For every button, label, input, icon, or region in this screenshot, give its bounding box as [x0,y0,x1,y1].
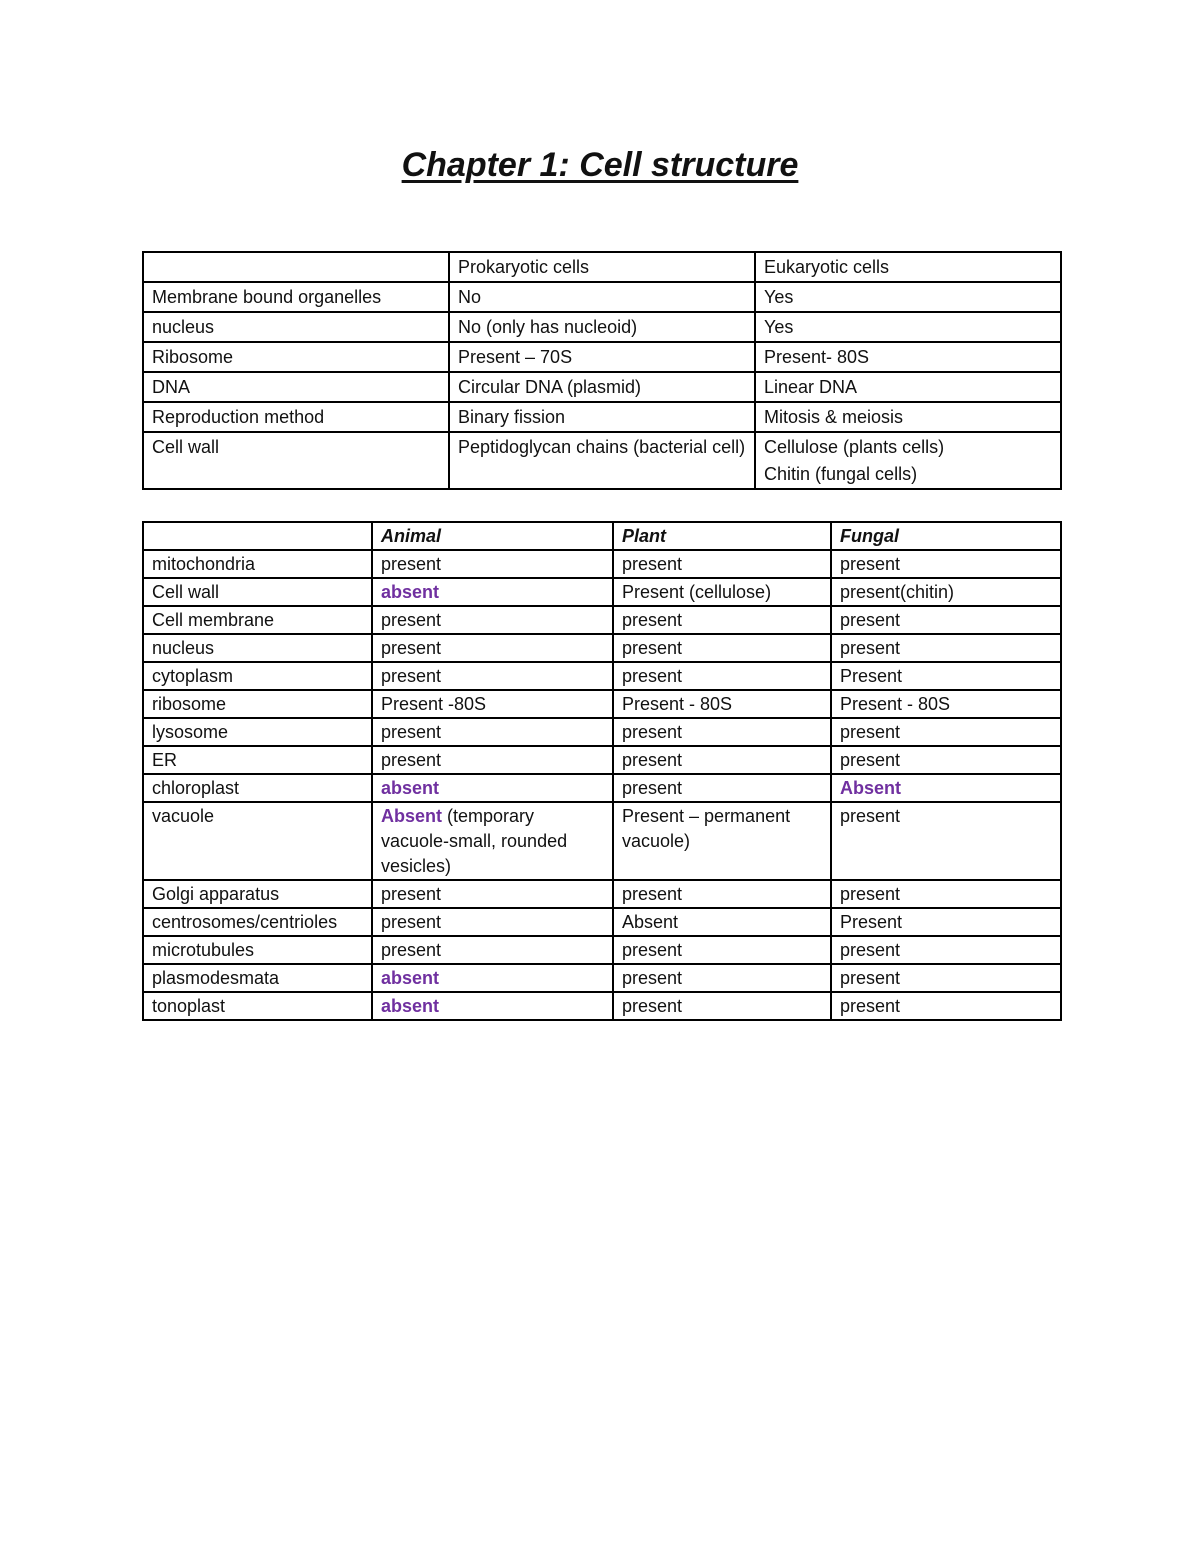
header-cell-empty [143,522,372,550]
table-cell: Present - 80S [831,690,1061,718]
table-cell: present [831,746,1061,774]
table-cell: Present [831,908,1061,936]
header-cell-empty [143,252,449,282]
table-cell: Mitosis & meiosis [755,402,1061,432]
table-row [143,342,1061,372]
header-cell-plant: Plant [613,522,831,550]
table-cell: Yes [755,312,1061,342]
row-label: Cell wall [143,432,449,489]
table-header-row [143,252,1061,282]
row-label: tonoplast [143,992,372,1020]
table-cell: Circular DNA (plasmid) [449,372,755,402]
table-cell: Present -80S [372,690,613,718]
table-row [143,606,1061,634]
table-cell: present [831,550,1061,578]
table-row [143,550,1061,578]
table-cell: Present [831,662,1061,690]
row-label: ER [143,746,372,774]
row-label: Golgi apparatus [143,880,372,908]
prokaryote-eukaryote-table [142,251,1062,490]
table-cell-highlight: absent [372,964,613,992]
row-label: Cell wall [143,578,372,606]
table-row [143,746,1061,774]
table-row [143,936,1061,964]
table-cell: present [613,992,831,1020]
table-cell: present [372,662,613,690]
table-cell: Present- 80S [755,342,1061,372]
table-row [143,718,1061,746]
row-label: lysosome [143,718,372,746]
table-cell: present [613,936,831,964]
row-label: mitochondria [143,550,372,578]
row-label: Reproduction method [143,402,449,432]
table-row [143,282,1061,312]
table-cell: present [372,718,613,746]
row-label: Ribosome [143,342,449,372]
table-row [143,578,1061,606]
cell-note: (temporary vacuole-small, rounded vesicles) [381,806,568,876]
table-cell [755,432,1061,489]
table-row [143,690,1061,718]
table-cell: present(chitin) [831,578,1061,606]
absent-highlight: Absent [381,806,443,826]
table-cell: present [831,880,1061,908]
table-row [143,908,1061,936]
table-row [143,774,1061,802]
header-cell-animal: Animal [372,522,613,550]
table-row [143,432,1061,489]
table-cell: present [831,802,1061,880]
table-cell: present [831,936,1061,964]
table-cell: present [372,746,613,774]
row-label: ribosome [143,690,372,718]
table-cell-highlight: absent [372,578,613,606]
table-cell: Present (cellulose) [613,578,831,606]
table-cell: present [613,550,831,578]
header-cell-eukaryotic: Eukaryotic cells [755,252,1061,282]
table-row [143,372,1061,402]
row-label: cytoplasm [143,662,372,690]
table-cell: present [372,908,613,936]
table-cell: present [372,880,613,908]
table-cell: present [831,992,1061,1020]
table-row [143,880,1061,908]
row-label: microtubules [143,936,372,964]
table-header-row [143,522,1061,550]
table-row [143,662,1061,690]
table-cell: present [372,550,613,578]
table-cell: Peptidoglycan chains (bacterial cell) [449,432,755,489]
cell-line: Cellulose (plants cells) [764,437,945,457]
table-cell: No [449,282,755,312]
table-cell-highlight: absent [372,774,613,802]
table-row [143,634,1061,662]
table-cell-highlight: absent [372,992,613,1020]
table-row [143,992,1061,1020]
row-label: nucleus [143,312,449,342]
table-cell: present [831,718,1061,746]
table-cell: No (only has nucleoid) [449,312,755,342]
table-cell: present [372,634,613,662]
table-cell: Present – permanent vacuole) [613,802,831,880]
table-cell: present [613,606,831,634]
cell-line: Chitin (fungal cells) [764,464,918,484]
table-cell: Absent [613,908,831,936]
table-cell: present [372,606,613,634]
row-label: Membrane bound organelles [143,282,449,312]
table-cell: present [613,662,831,690]
table-cell: present [372,936,613,964]
table-cell [372,802,613,880]
table-cell: present [613,880,831,908]
table-row [143,402,1061,432]
table-cell: Binary fission [449,402,755,432]
row-label: centrosomes/centrioles [143,908,372,936]
header-cell-prokaryotic: Prokaryotic cells [449,252,755,282]
animal-plant-fungal-table [142,521,1062,1021]
row-label: chloroplast [143,774,372,802]
header-cell-fungal: Fungal [831,522,1061,550]
table-cell: present [831,964,1061,992]
table-cell: present [613,746,831,774]
table-cell: Present - 80S [613,690,831,718]
table-cell: present [613,718,831,746]
table-cell: Linear DNA [755,372,1061,402]
table-cell: present [613,634,831,662]
row-label: plasmodesmata [143,964,372,992]
table-row [143,964,1061,992]
table-cell: Present – 70S [449,342,755,372]
table-cell-highlight: Absent [831,774,1061,802]
row-label: DNA [143,372,449,402]
table-cell: present [613,964,831,992]
page-title: Chapter 1: Cell structure [401,146,799,184]
row-label: Cell membrane [143,606,372,634]
row-label: vacuole [143,802,372,880]
table-row [143,312,1061,342]
table-cell: present [831,634,1061,662]
table-cell: present [613,774,831,802]
table-row [143,802,1061,880]
row-label: nucleus [143,634,372,662]
table-cell: Yes [755,282,1061,312]
table-cell: present [831,606,1061,634]
